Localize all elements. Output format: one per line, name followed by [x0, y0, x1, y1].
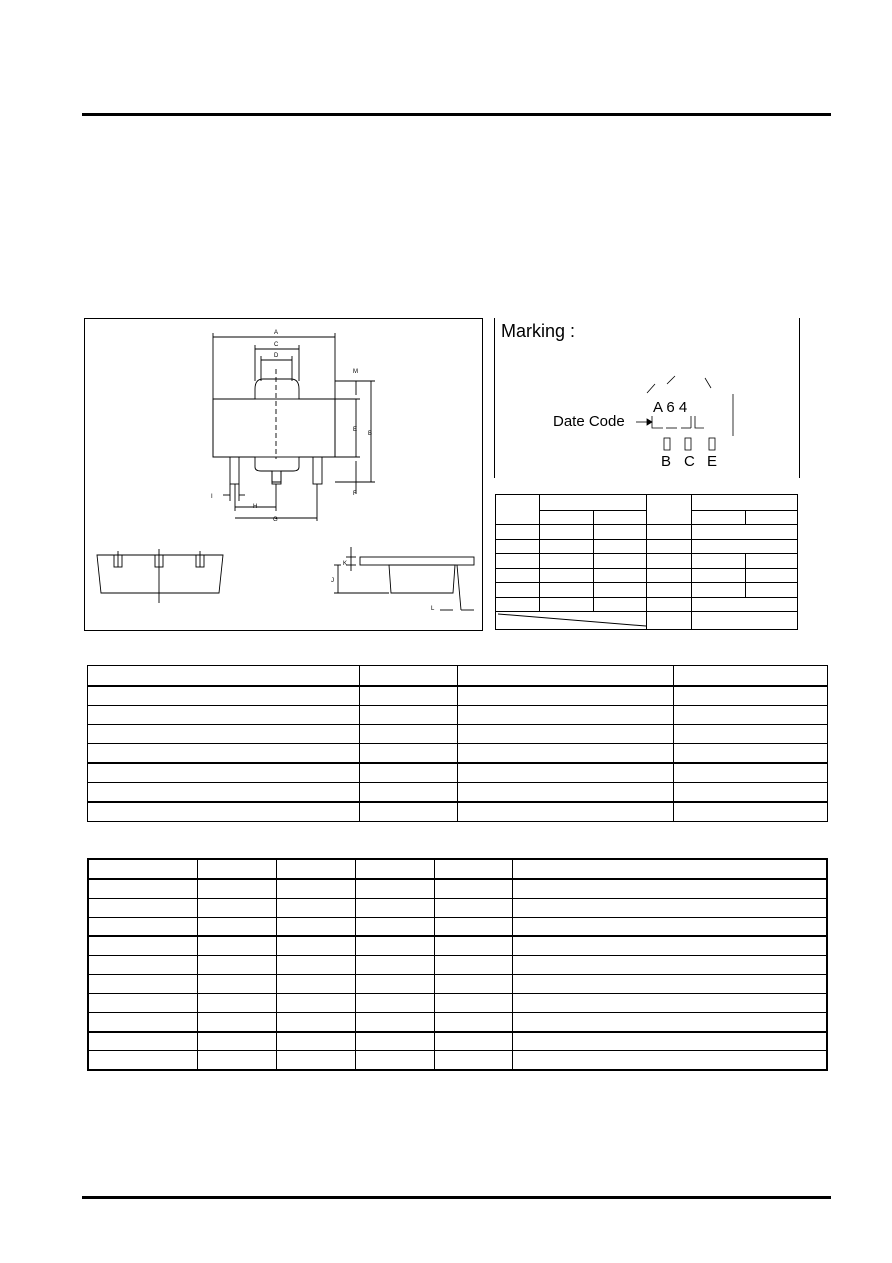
table-row [496, 525, 798, 540]
table-row [88, 666, 828, 686]
dim-label-g: G [273, 517, 278, 523]
pin-label-b: B [661, 453, 672, 470]
table-row [496, 554, 798, 569]
ratings-table [87, 665, 828, 822]
dimension-table [495, 494, 798, 630]
table-row [88, 1051, 827, 1070]
table-row [496, 612, 798, 630]
diagonal-line [496, 612, 648, 628]
table-row [88, 763, 828, 782]
dim-label-h: H [253, 504, 258, 510]
marking-panel [494, 318, 800, 478]
table-row [88, 879, 827, 898]
package-outline-svg [85, 319, 482, 630]
dim-label-b: B [368, 431, 373, 437]
pin-label-c: C [684, 453, 695, 470]
table-row [88, 802, 828, 821]
date-code-label: Date Code [553, 413, 625, 430]
table-row [496, 597, 798, 612]
dim-label-d: D [274, 353, 279, 359]
dim-label-e: E [353, 427, 358, 433]
table-row [88, 1032, 827, 1051]
dim-label-i: I [211, 494, 213, 500]
characteristics-table [87, 858, 828, 1071]
dim-label-f: F [353, 491, 357, 497]
dim-label-m: M [353, 369, 358, 375]
table-row [496, 568, 798, 583]
table-row [88, 686, 828, 705]
table-row [496, 583, 798, 598]
header-rule [82, 113, 831, 116]
table-row [496, 539, 798, 554]
table-row [88, 744, 828, 763]
table-row [88, 725, 828, 744]
table-row [88, 917, 827, 936]
dim-label-l: L [431, 606, 435, 612]
table-row [88, 898, 827, 917]
table-row [88, 859, 827, 879]
table-row [88, 1013, 827, 1032]
dim-label-a: A [274, 330, 279, 336]
table-row [496, 510, 798, 525]
marking-diagram [495, 318, 799, 478]
table-row [496, 495, 798, 511]
footer-rule [82, 1196, 831, 1199]
pin-label-e: E [707, 453, 718, 470]
table-row [88, 936, 827, 955]
table-row [88, 974, 827, 993]
dim-label-j: J [331, 578, 334, 584]
table-row [88, 783, 828, 802]
marking-code: A 6 4 [653, 399, 688, 416]
table-row [88, 994, 827, 1013]
dim-label-c: C [274, 342, 279, 348]
table-row [88, 955, 827, 974]
package-outline-drawing [84, 318, 483, 631]
table-row [88, 705, 828, 724]
marking-title: Marking : [501, 321, 576, 341]
dim-label-k: K [343, 561, 348, 567]
